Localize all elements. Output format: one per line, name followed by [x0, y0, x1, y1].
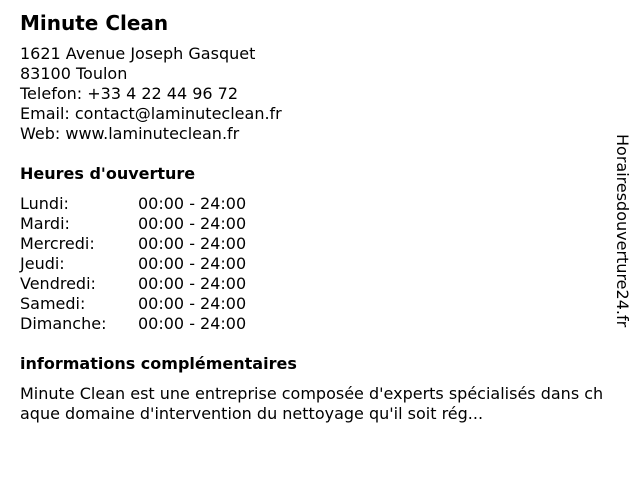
hours-time: 00:00 - 24:00 — [138, 294, 247, 313]
hours-day: Samedi: — [20, 294, 86, 313]
hours-day: Dimanche: — [20, 314, 107, 333]
hours-row — [20, 234, 246, 254]
hours-row — [20, 194, 246, 214]
hours-row — [20, 254, 246, 274]
hours-time: 00:00 - 24:00 — [138, 314, 247, 333]
hours-day: Vendredi: — [20, 274, 96, 293]
hours-time: 00:00 - 24:00 — [138, 254, 247, 273]
hours-row — [20, 314, 246, 334]
info-heading: informations complémentaires — [20, 354, 297, 373]
address-line-2: 83100 Toulon — [20, 64, 128, 83]
hours-heading: Heures d'ouverture — [20, 164, 196, 183]
hours-table — [20, 194, 246, 334]
hours-day: Mercredi: — [20, 234, 95, 253]
business-name: Minute Clean — [20, 11, 169, 35]
email: Email: contact@laminuteclean.fr — [20, 104, 282, 123]
hours-day: Jeudi: — [20, 254, 65, 273]
website: Web: www.laminuteclean.fr — [20, 124, 240, 143]
business-description: Minute Clean est une entreprise composée d'experts spécialisés dans chaque domaine d'intervention du nettoyage qu'il soit rég... — [20, 384, 604, 423]
phone: Telefon: +33 4 22 44 96 72 — [20, 84, 239, 103]
site-watermark: Horairesdouverture24.fr — [613, 134, 632, 328]
hours-time: 00:00 - 24:00 — [138, 194, 247, 213]
contact-block — [20, 44, 282, 144]
hours-day: Mardi: — [20, 214, 70, 233]
hours-row — [20, 214, 246, 234]
hours-time: 00:00 - 24:00 — [138, 234, 247, 253]
hours-row — [20, 294, 246, 314]
hours-time: 00:00 - 24:00 — [138, 214, 247, 233]
address-line-1: 1621 Avenue Joseph Gasquet — [20, 44, 256, 63]
hours-row — [20, 274, 246, 294]
hours-day: Lundi: — [20, 194, 69, 213]
hours-time: 00:00 - 24:00 — [138, 274, 247, 293]
